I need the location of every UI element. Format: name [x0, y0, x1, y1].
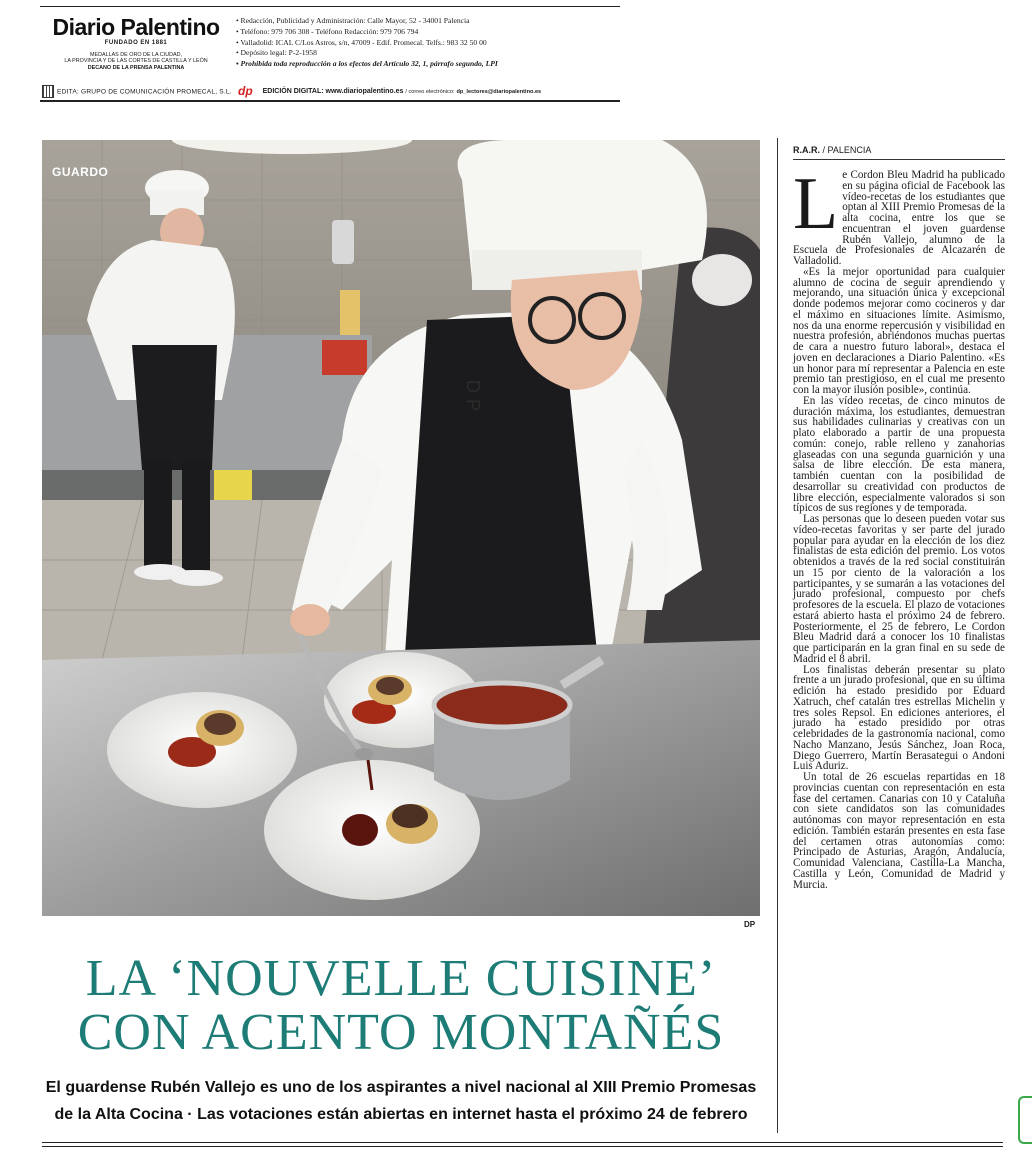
article-paragraph: «Es la mejor oportunidad para cualquier alumno de cocina de seguir aprendiendo y mejorando, una situación única y excepcional donde podemos mejorar como cocineros y dar el máximo en situaciones límite. Asimismo, nos da una enorme repercusión y visibilidad en nuestra profesión, abriéndonos muchas puertas de cara a nuestro futuro laboral», destaca el joven en declaraciones a Diario Palentino. «Es un honor para mí representar a Palencia en este premio tan prestigioso, en el cual me presento con la mayor ilusión posible», continúa. — [793, 265, 1005, 396]
article-paragraph: Un total de 26 escuelas repartidas en 18 provincias cuentan con representación en esta fase del certamen. Canarias con 10 y Cataluña con siete candidatos son las comunidades autónomas con mayor representación en esta edición. También estarán presentes en esta fase del certamen otras autonomías como: Principado de Asturias, Aragón, Andalucía, Comunidad Valenciana, Castilla-La Mancha, Castilla y León, Comunidad de Madrid y Murcia. — [793, 771, 1005, 891]
medals-line-1: MEDALLAS DE ORO DE LA CIUDAD, — [90, 52, 182, 58]
headline — [42, 952, 760, 1060]
page-edge-tab — [1018, 1096, 1032, 1144]
subheadline-line-2: de la Alta Cocina · Las votaciones están abiertas en internet hasta el próximo 24 de febrero — [54, 1106, 748, 1123]
drop-cap: L — [793, 163, 839, 245]
byline-place: / PALENCIA — [822, 145, 872, 155]
masthead-bottom-rule — [40, 100, 620, 102]
headline-line-2: CON ACENTO MONTAÑÉS — [77, 1004, 725, 1061]
info-line: • Teléfono: 979 706 308 - Teléfono Redacción: 979 706 794 — [236, 26, 419, 36]
publisher-text: EDITA: GRUPO DE COMUNICACIÓN PROMECAL, S.L. — [57, 88, 232, 96]
page-bottom-rule — [42, 1146, 1003, 1147]
article-paragraph: Los finalistas deberán presentar su plato frente a un jurado profesional, que en su última edición ha estado presidido por Eduard Xatruch, chef catalán tres estrellas Michelin y tres soles Repsol. En ediciones anteriores, el jurado ha estado presidido por otras celebridades de la gastronomía nacional, como Nacho Manzano, Jesús Sánchez, Joan Roca, Diego Guerrero, Martín Berasategui o Andoni Luis Aduriz. — [793, 663, 1005, 773]
article-paragraph: En las vídeo recetas, de cinco minutos de duración máxima, los estudiantes, demuestran sus habilidades culinarias y creativas con un plato elaborado a partir de una propuesta común: conejo, rable relleno y zanahorias glaseadas con una segunda guarnición y una salsa de libre elección. De esta manera, también cuentan con la posibilidad de desarrollar su creatividad con productos de libre elección, especialmente valorados si son típicos de sus regiones y de temporada. — [793, 394, 1005, 515]
email-label: / correo electrónico: — [405, 88, 455, 95]
digital-edition-line — [238, 84, 541, 98]
headline-line-1: LA ‘NOUVELLE CUISINE’ — [85, 950, 717, 1007]
byline-author: R.A.R. — [793, 145, 820, 155]
masthead-top-rule — [40, 6, 620, 7]
subheadline — [42, 1074, 760, 1128]
info-line: • Redacción, Publicidad y Administración: Calle Mayor, 52 - 34001 Palencia — [236, 16, 470, 25]
masthead — [40, 6, 622, 104]
dp-logo-icon: dp — [238, 84, 253, 98]
page-bottom-rule — [42, 1142, 1003, 1143]
paragraph-text: e Cordon Bleu Madrid ha publicado en su página oficial de Facebook las vídeo-recetas de los estudiantes que optan al XIII Premio Promesas de la alta cocina, entre los que se encuentran el joven guardense Rubén Vallejo, alumno de la Escuela de Profesionales de Alcazarén de Valladolid. — [793, 169, 1005, 267]
subheadline-line-1: El guardense Rubén Vallejo es uno de los aspirantes a nivel nacional al XIII Premio Promesas — [45, 1079, 757, 1096]
article-body — [793, 163, 1005, 891]
photo-credit: DP — [744, 920, 756, 929]
masthead-info — [236, 16, 498, 70]
info-line: • Valladolid: ICAL C/Los Astros, s/n, 47009 - Edif. Promecal. Telfs.: 983 32 50 00 — [236, 37, 487, 47]
chef-plating-illustration — [42, 140, 760, 916]
info-reproduction-notice: • Prohibida toda reproducción a los efectos del Artículo 32, 1, párrafo segundo, LPI — [236, 59, 498, 69]
brand-founded: FUNDADO EN 1881 — [104, 40, 168, 46]
digital-url-link[interactable]: www.diariopalentino.es — [325, 87, 404, 95]
article-paragraph — [793, 163, 1005, 267]
column-divider — [777, 138, 778, 1133]
brand-block — [46, 14, 226, 71]
medals-bold: DECANO DE LA PRENSA PALENTINA — [87, 64, 185, 71]
crest-icon — [42, 85, 54, 98]
publisher-line — [42, 85, 232, 98]
watermark: DP — [463, 380, 483, 418]
photo-location-tag: GUARDO — [52, 165, 109, 179]
medals-line-2: LA PROVINCIA Y DE LAS CORTES DE CASTILLA Y LEÓN — [64, 58, 208, 65]
brand-name[interactable]: Diario Palentino — [52, 14, 220, 40]
info-line: • Depósito legal: P-2-1958 — [236, 48, 317, 58]
byline — [793, 145, 1005, 160]
article-paragraph: Las personas que lo deseen pueden votar sus vídeo-recetas favoritas y ser parte del jurado popular para ayudar en la elección de los diez finalistas de esta edición del premio. Los votos obtenidos a través de la red social constituirán un 15 por ciento de la valoración a los participantes, y se sumarán a las votaciones del jurado profesional, compuesto por chefs profesores de la escuela. El plazo de votaciones estará abierto hasta el próximo 24 de febrero. Posteriormente, el 25 de febrero, Le Cordon Bleu Madrid dará a conocer los 10 finalistas que participarán en la gran final en su sede de Madrid el 8 abril. — [793, 513, 1005, 665]
article-photo — [42, 140, 760, 916]
digital-label: EDICIÓN DIGITAL: — [262, 87, 324, 95]
email-link[interactable]: dp_lectores@diariopalentino.es — [456, 88, 542, 95]
brand-medals — [46, 52, 226, 71]
